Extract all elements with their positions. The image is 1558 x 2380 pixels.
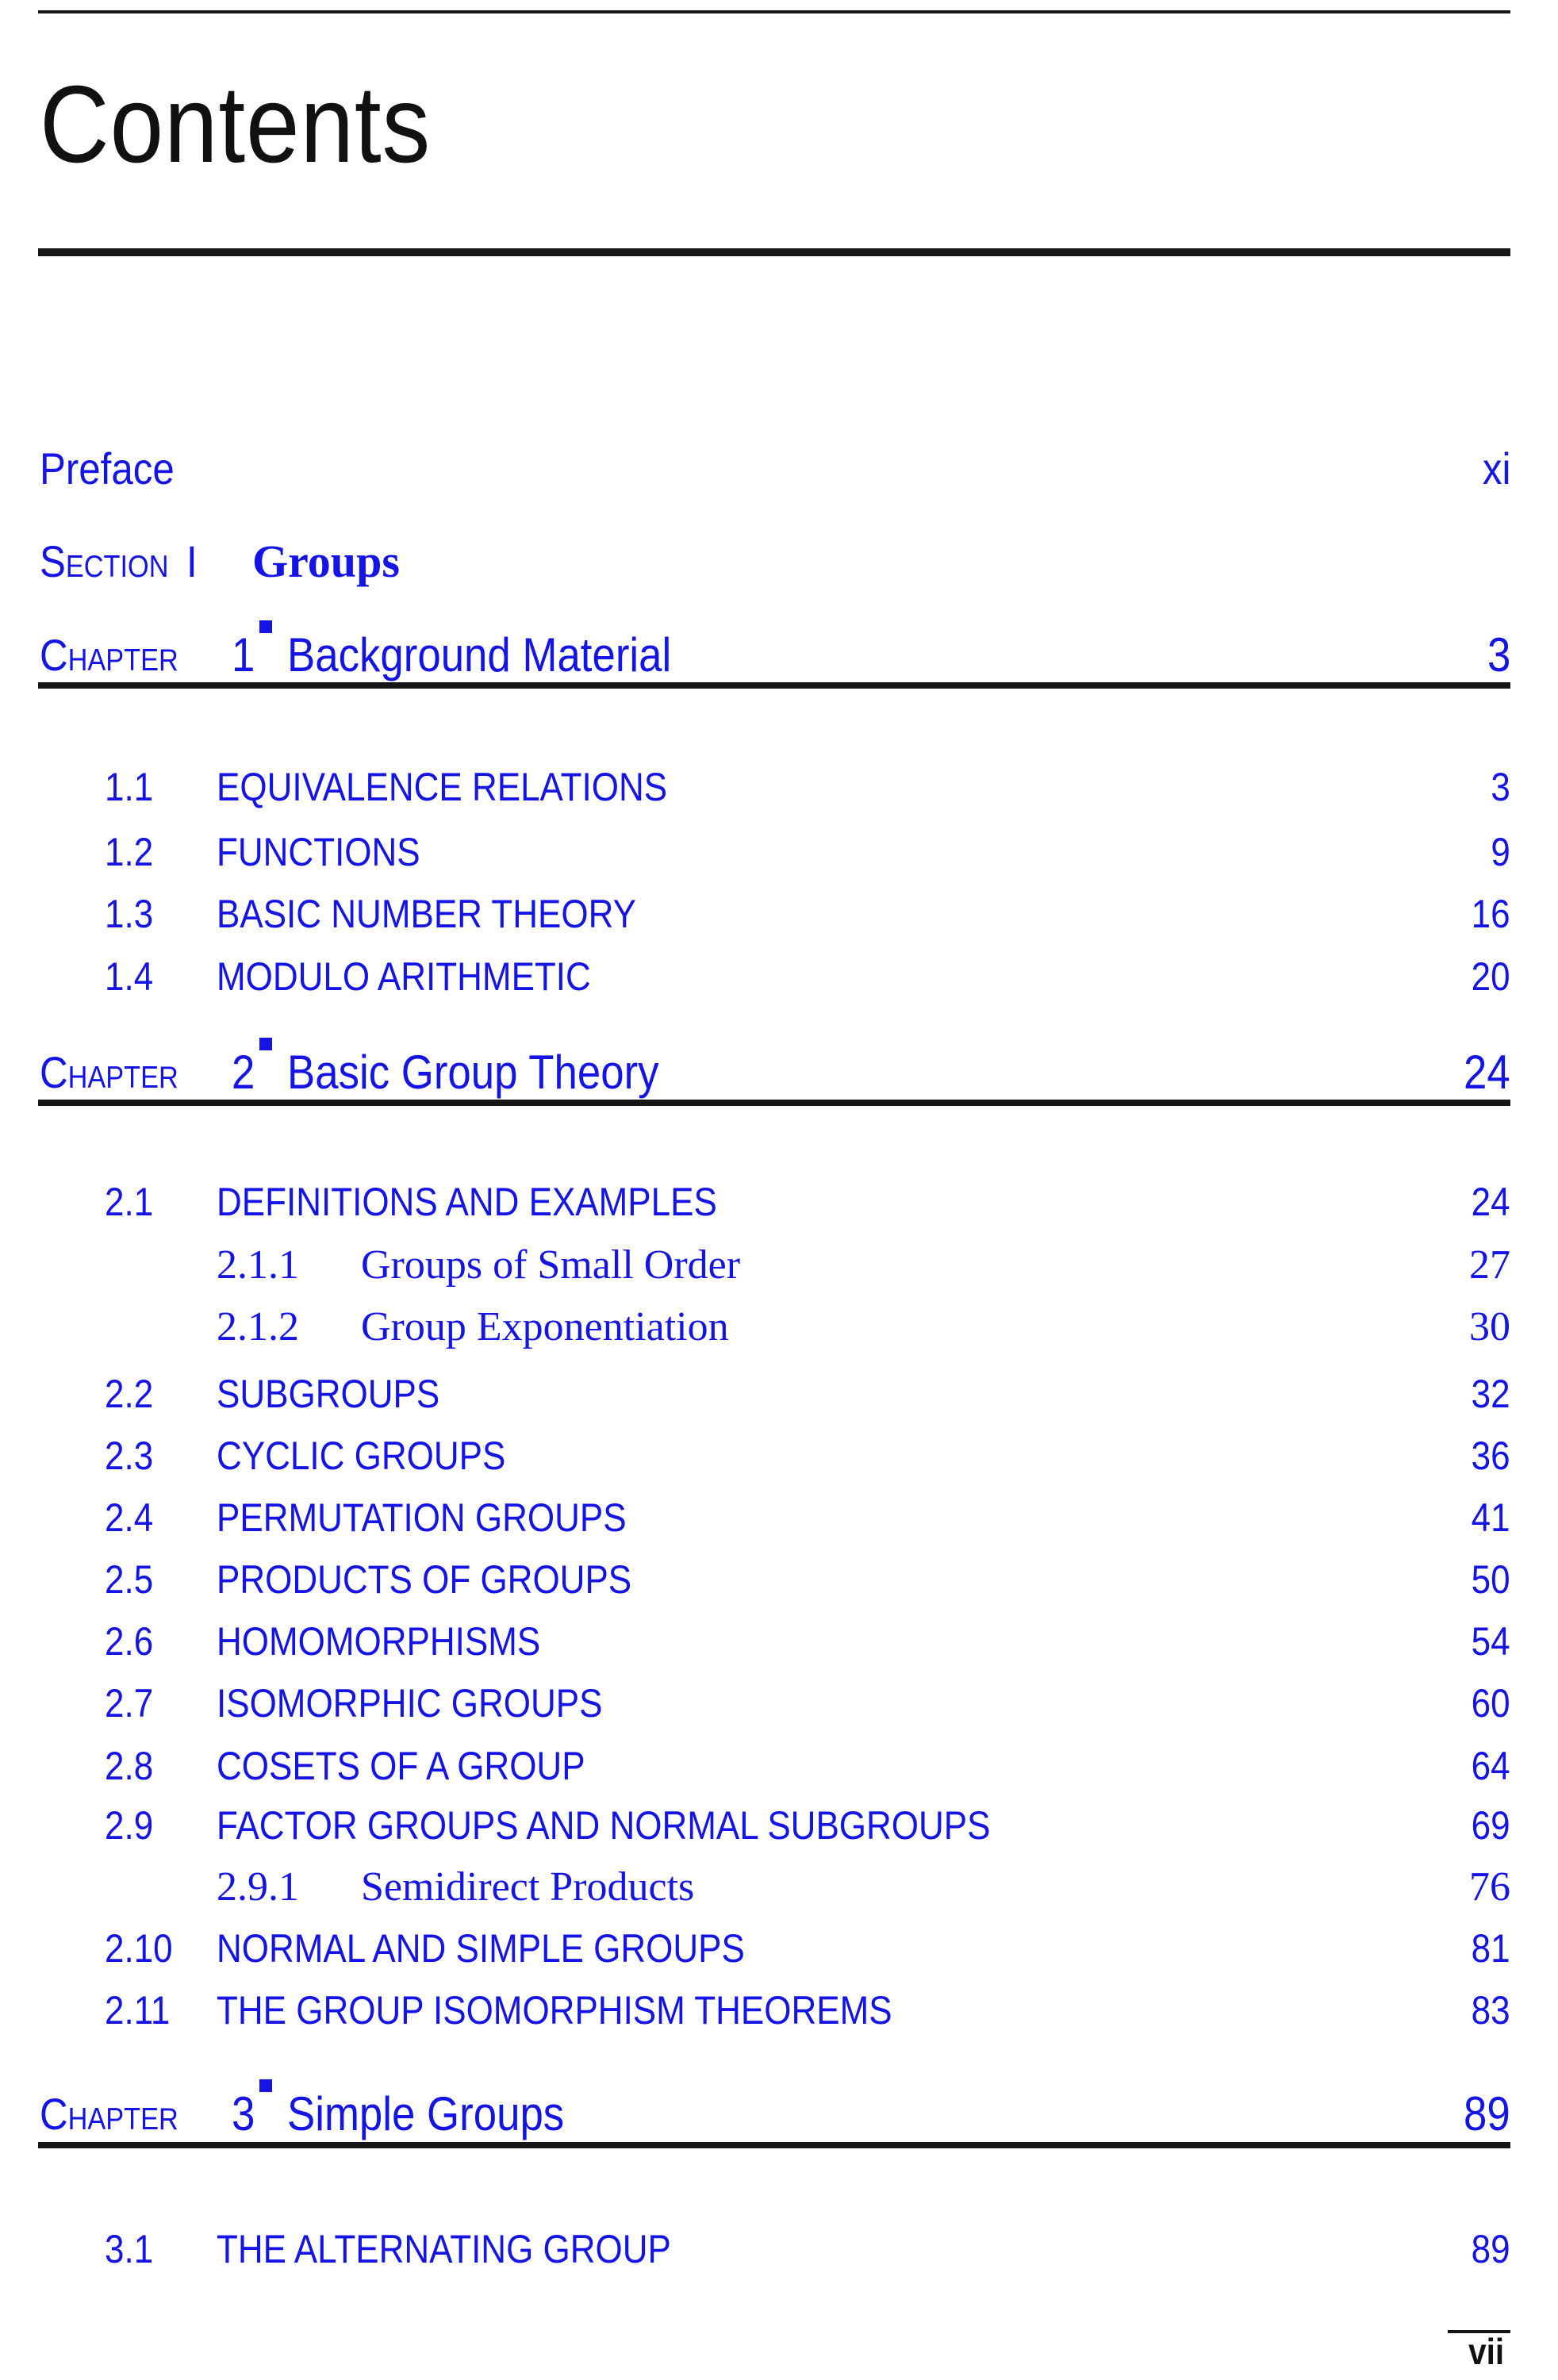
entry-title: ISOMORPHIC GROUPS (217, 1681, 603, 1726)
chapter-page: 89 (1464, 2087, 1510, 2140)
entry-number: 2.7 (105, 1681, 154, 1726)
toc-entry (38, 1618, 1510, 1665)
entry-title: EQUIVALENCE RELATIONS (217, 765, 668, 809)
entry-title: Groups of Small Order (361, 1242, 741, 1288)
chapter-title: Simple Groups (287, 2087, 565, 2140)
entry-page: 32 (1472, 1372, 1510, 1416)
entry-title: DEFINITIONS AND EXAMPLES (217, 1180, 717, 1224)
toc-entry (38, 1679, 1510, 1727)
toc-subentry (38, 1864, 1510, 1911)
toc-subentry (38, 1242, 1510, 1289)
chapter-label: Chapter (40, 630, 178, 680)
entry-number: 2.8 (105, 1744, 154, 1788)
chapter-number: 1 (232, 628, 255, 681)
chapter-number: 2 (232, 1046, 255, 1099)
entry-number: 2.5 (105, 1557, 154, 1602)
entry-number: 2.9 (105, 1803, 154, 1848)
toc-entry (38, 953, 1510, 1000)
entry-title: PRODUCTS OF GROUPS (217, 1557, 632, 1602)
square-bullet-icon (259, 620, 272, 633)
entry-title: HOMOMORPHISMS (217, 1619, 541, 1664)
entry-title: CYCLIC GROUPS (217, 1434, 506, 1478)
part-numeral: I (186, 536, 198, 586)
toc-entry-preface (38, 445, 1510, 493)
entry-page: 89 (1472, 2227, 1510, 2271)
entry-title: BASIC NUMBER THEORY (217, 892, 636, 936)
toc-entry (38, 2225, 1510, 2273)
entry-page: 76 (1469, 1864, 1510, 1910)
entry-number: 1.2 (105, 830, 154, 874)
toc-entry (38, 890, 1510, 938)
chapter-rule (38, 682, 1510, 689)
chapter-label: Chapter (40, 1047, 178, 1097)
entry-title: COSETS OF A GROUP (217, 1744, 585, 1788)
entry-number: 2.9.1 (217, 1864, 299, 1910)
entry-number: 1.4 (105, 954, 154, 999)
entry-number: 2.6 (105, 1619, 154, 1664)
toc-chapter-heading (38, 628, 1510, 683)
toc-entry (38, 763, 1510, 811)
entry-number: 2.1 (105, 1180, 154, 1224)
toc-entry (38, 1556, 1510, 1603)
toc-entry (38, 1370, 1510, 1418)
square-bullet-icon (259, 1038, 272, 1050)
entry-page: 9 (1491, 830, 1510, 874)
chapter-rule (38, 2142, 1510, 2148)
entry-page: 64 (1472, 1744, 1510, 1788)
entry-page: 41 (1472, 1495, 1510, 1540)
entry-number: 2.3 (105, 1434, 154, 1478)
entry-title: Preface (40, 443, 175, 493)
entry-title: THE ALTERNATING GROUP (217, 2227, 671, 2271)
entry-title: MODULO ARITHMETIC (217, 954, 591, 999)
page-title: Contents (40, 63, 432, 186)
entry-page: 24 (1472, 1180, 1510, 1224)
entry-page: 83 (1472, 1988, 1510, 2033)
entry-page: 3 (1491, 765, 1510, 809)
chapter-page: 24 (1464, 1046, 1510, 1099)
entry-page: xi (1482, 443, 1510, 493)
part-title: Groups (252, 536, 400, 587)
entry-title: FUNCTIONS (217, 830, 420, 874)
toc-subentry (38, 1303, 1510, 1351)
toc-entry (38, 1178, 1510, 1226)
entry-page: 50 (1472, 1557, 1510, 1602)
entry-title: Group Exponentiation (361, 1304, 729, 1349)
toc-entry (38, 1987, 1510, 2034)
entry-page: 60 (1472, 1681, 1510, 1726)
entry-number: 1.3 (105, 892, 154, 936)
entry-page: 36 (1472, 1434, 1510, 1478)
entry-title: Semidirect Products (361, 1864, 695, 1910)
entry-title: PERMUTATION GROUPS (217, 1495, 627, 1540)
entry-title: THE GROUP ISOMORPHISM THEOREMS (217, 1988, 892, 2033)
toc-entry (38, 1494, 1510, 1541)
chapter-title: Background Material (287, 628, 672, 681)
toc-entry (38, 1802, 1510, 1849)
entry-number: 2.11 (105, 1988, 171, 2033)
chapter-title: Basic Group Theory (287, 1046, 659, 1099)
entry-page: 54 (1472, 1619, 1510, 1664)
entry-number: 2.1.1 (217, 1242, 299, 1288)
entry-number: 1.1 (105, 765, 154, 809)
chapter-page: 3 (1487, 628, 1510, 681)
entry-number: 2.2 (105, 1372, 154, 1416)
entry-page: 20 (1472, 954, 1510, 999)
toc-entry (38, 828, 1510, 876)
entry-page: 69 (1472, 1803, 1510, 1848)
entry-page: 27 (1469, 1242, 1510, 1288)
toc-part-heading (38, 534, 1510, 589)
title-rule (38, 248, 1510, 256)
entry-number: 2.10 (105, 1926, 173, 1971)
toc-entry (38, 1925, 1510, 1972)
toc-chapter-heading (38, 2086, 1510, 2142)
entry-page: 16 (1472, 892, 1510, 936)
entry-title: NORMAL AND SIMPLE GROUPS (217, 1926, 745, 1971)
entry-page: 30 (1469, 1304, 1510, 1349)
footer-page-number: vii (1468, 2331, 1504, 2372)
top-rule (38, 10, 1510, 13)
entry-page: 81 (1472, 1926, 1510, 1971)
part-label: Section (40, 536, 169, 586)
toc-chapter-heading (38, 1045, 1510, 1100)
entry-title: SUBGROUPS (217, 1372, 440, 1416)
entry-title: FACTOR GROUPS AND NORMAL SUBGROUPS (217, 1803, 991, 1848)
chapter-rule (38, 1100, 1510, 1106)
entry-number: 3.1 (105, 2227, 154, 2271)
entry-number: 2.1.2 (217, 1304, 299, 1349)
toc-entry (38, 1742, 1510, 1790)
toc-entry (38, 1432, 1510, 1480)
entry-number: 2.4 (105, 1495, 154, 1540)
square-bullet-icon (259, 2079, 272, 2092)
chapter-number: 3 (232, 2087, 255, 2140)
chapter-label: Chapter (40, 2089, 178, 2139)
